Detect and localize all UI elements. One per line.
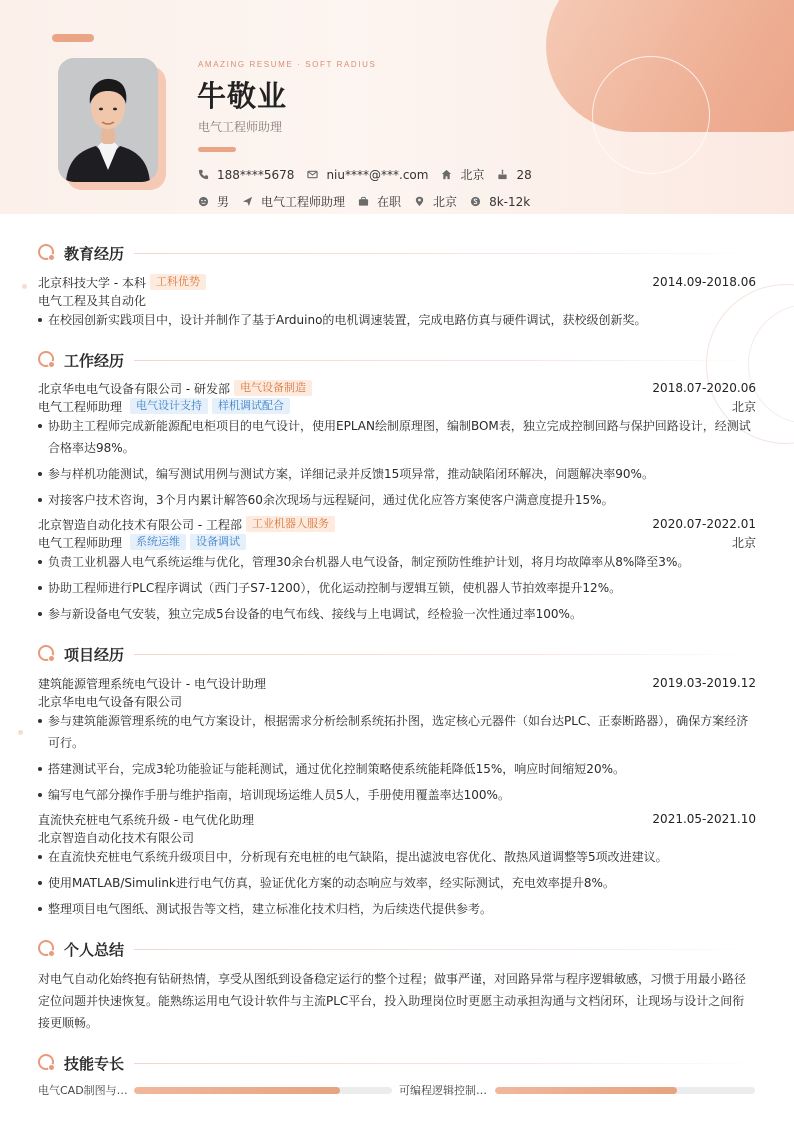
salary-info — [470, 195, 530, 209]
candidate-role: 电气工程师助理 — [198, 120, 283, 134]
section-marker-icon — [38, 1054, 56, 1072]
section-title: 教育经历 — [64, 244, 125, 263]
decorative-ring — [592, 56, 710, 174]
salary-icon — [470, 196, 481, 207]
decorative-dot — [22, 284, 27, 289]
education-section-header — [38, 243, 756, 263]
home-icon — [441, 169, 452, 180]
project-period: 2019.03-2019.12 — [652, 676, 756, 690]
section-title: 项目经历 — [64, 645, 125, 664]
target-role-info — [242, 193, 345, 210]
header-band — [0, 0, 794, 214]
skills-section-header — [38, 1053, 756, 1073]
position: 电气工程师助理 — [38, 535, 123, 550]
email-info — [307, 168, 428, 182]
email-text: niu****@***.com — [326, 167, 429, 182]
skill-item — [38, 1082, 392, 1098]
skill-tag: 样机调试配合 — [212, 398, 290, 414]
phone-text: 188****5678 — [217, 167, 295, 182]
skill-bar — [134, 1087, 392, 1094]
portrait-illustration — [58, 58, 158, 182]
skill-bar-fill — [495, 1087, 677, 1094]
education-period: 2014.09-2018.06 — [652, 275, 756, 289]
industry-tag: 工业机器人服务 — [246, 516, 335, 532]
gender-text: 男 — [217, 195, 230, 209]
project-org-row — [38, 692, 756, 710]
cake-icon — [497, 169, 508, 180]
position-row — [38, 533, 756, 551]
job-row — [38, 515, 756, 533]
list-item: 使用MATLAB/Simulink进行电气仿真，验证优化方案的动态响应与效率，经实际测试，充电效率提升8%。 — [38, 872, 756, 894]
list-item: 负责工业机器人电气系统运维与优化，管理30余台机器人电气设备，制定预防性维护计划，将月均故障率从8%降至3%。 — [38, 551, 756, 573]
home-text: 北京 — [460, 168, 485, 182]
list-item: 参与新设备电气安装，独立完成5台设备的电气布线、接线与上电调试，经检验一次性通过率100%。 — [38, 603, 756, 625]
skill-label: 电气CAD制图与… — [38, 1084, 128, 1097]
salary-text: 8k-12k — [489, 194, 531, 209]
tagline: AMAZING RESUME · SOFT RADIUS — [198, 60, 377, 69]
position-row — [38, 397, 756, 415]
list-item: 参与建筑能源管理系统的电气方案设计，根据需求分析绘制系统拓扑图，选定核心元器件（如台达PLC、正泰断路器），确保方案经济可行。 — [38, 710, 756, 754]
status-info — [358, 193, 401, 210]
list-item: 在校园创新实践项目中，设计并制作了基于Arduino的电机调速装置，完成电路仿真与硬件调试，获校级创新奖。 — [38, 309, 756, 331]
list-item: 编写电气部分操作手册与维护指南，培训现场运维人员5人，手册使用覆盖率达100%。 — [38, 784, 756, 806]
target-role-text: 电气工程师助理 — [261, 195, 346, 209]
briefcase-icon — [358, 196, 369, 207]
position: 电气工程师助理 — [38, 399, 123, 414]
location-text: 北京 — [433, 195, 458, 209]
project-org: 北京华电电气设备有限公司 — [38, 694, 183, 709]
home-info — [441, 166, 484, 183]
phone-icon — [198, 169, 209, 180]
role-underline — [198, 147, 236, 152]
project-row — [38, 674, 756, 692]
skill-tag: 系统运维 — [130, 534, 186, 550]
candidate-name: 牛敬业 — [197, 79, 288, 113]
summary-text: 对电气自动化始终抱有钻研热情，享受从图纸到设备稳定运行的整个过程；做事严谨，对回路异常与程序逻辑敏感，习惯于用最小路径定位问题并快速恢复。能熟练运用电气设计软件与主流PLC平台，投入助理岗位时更愿主动承担沟通与文档闭环，让现场与设计之间衔接更顺畅。 — [38, 972, 747, 1030]
major-row — [38, 291, 756, 309]
project-org: 北京智造自动化技术有限公司 — [38, 830, 195, 845]
project-org-row — [38, 828, 756, 846]
mail-icon — [307, 169, 318, 180]
skill-tag: 设备调试 — [190, 534, 246, 550]
section-marker-icon — [38, 645, 56, 663]
location-info — [414, 193, 457, 210]
detail-row — [198, 193, 543, 210]
skill-label: 可编程逻辑控制… — [399, 1084, 487, 1097]
gender-icon — [198, 196, 209, 207]
section-divider — [134, 1063, 756, 1064]
section-marker-icon — [38, 940, 56, 958]
skill-bar — [495, 1087, 755, 1094]
job-row — [38, 379, 756, 397]
decorative-pill — [52, 34, 94, 42]
work-section-header — [38, 350, 756, 370]
job-city: 北京 — [731, 399, 756, 414]
section-divider — [134, 253, 756, 254]
avatar — [58, 58, 158, 182]
phone-info — [198, 168, 294, 182]
projects-section-header — [38, 644, 756, 664]
job-period: 2020.07-2022.01 — [652, 517, 756, 531]
school-name: 北京科技大学 - 本科 — [38, 275, 146, 290]
section-title: 个人总结 — [64, 940, 125, 959]
company-name: 北京智造自动化技术有限公司 - 工程部 — [38, 517, 242, 532]
project-row — [38, 810, 756, 828]
section-divider — [134, 654, 756, 655]
project-name: 建筑能源管理系统电气设计 - 电气设计助理 — [38, 676, 266, 691]
section-divider — [134, 949, 756, 950]
industry-tag: 电气设备制造 — [234, 380, 312, 396]
list-item: 对接客户技术咨询，3个月内累计解答60余次现场与远程疑问，通过优化应答方案使客户满意度提升15%。 — [38, 489, 756, 511]
list-item: 搭建测试平台，完成3轮功能验证与能耗测试，通过优化控制策略使系统能耗降低15%，响应时间缩短20%。 — [38, 758, 756, 780]
send-icon — [242, 196, 253, 207]
list-item: 在直流快充桩电气系统升级项目中，分析现有充电桩的电气缺陷，提出滤波电容优化、散热风道调整等5项改进建议。 — [38, 846, 756, 868]
section-marker-icon — [38, 351, 56, 369]
skill-tag: 电气设计支持 — [130, 398, 208, 414]
job-city: 北京 — [731, 535, 756, 550]
company-name: 北京华电电气设备有限公司 - 研发部 — [38, 381, 230, 396]
section-marker-icon — [38, 244, 56, 262]
list-item: 协助工程师进行PLC程序调试（西门子S7-1200），优化运动控制与逻辑互锁，使机器人节拍效率提升12%。 — [38, 577, 756, 599]
list-item: 整理项目电气图纸、测试报告等文档，建立标准化技术归档，为后续迭代提供参考。 — [38, 898, 756, 920]
list-item: 协助主工程师完成新能源配电柜项目的电气设计，使用EPLAN绘制原理图，编制BOM表，独立完成控制回路与保护回路设计，经测试合格率达98%。 — [38, 415, 756, 459]
age-info — [497, 168, 531, 182]
status-text: 在职 — [377, 195, 402, 209]
section-title: 技能专长 — [64, 1054, 125, 1073]
project-name: 直流快充桩电气系统升级 - 电气优化助理 — [38, 812, 254, 827]
skill-item — [399, 1082, 755, 1098]
skill-bar-fill — [134, 1087, 340, 1094]
section-divider — [134, 360, 756, 361]
project-period: 2021.05-2021.10 — [652, 812, 756, 826]
summary-section-header — [38, 939, 756, 959]
location-icon — [414, 196, 425, 207]
list-item: 参与样机功能测试，编写测试用例与测试方案，详细记录并反馈15项异常，推动缺陷闭环解决，问题解决率90%。 — [38, 463, 756, 485]
decorative-dot — [18, 730, 23, 735]
school-tag: 工科优势 — [150, 274, 206, 290]
education-row — [38, 273, 756, 291]
section-title: 工作经历 — [64, 351, 125, 370]
job-period: 2018.07-2020.06 — [652, 381, 756, 395]
age-text: 28 — [516, 167, 532, 182]
gender-info — [198, 193, 229, 210]
contact-row — [198, 166, 545, 183]
major: 电气工程及其自动化 — [38, 293, 147, 308]
